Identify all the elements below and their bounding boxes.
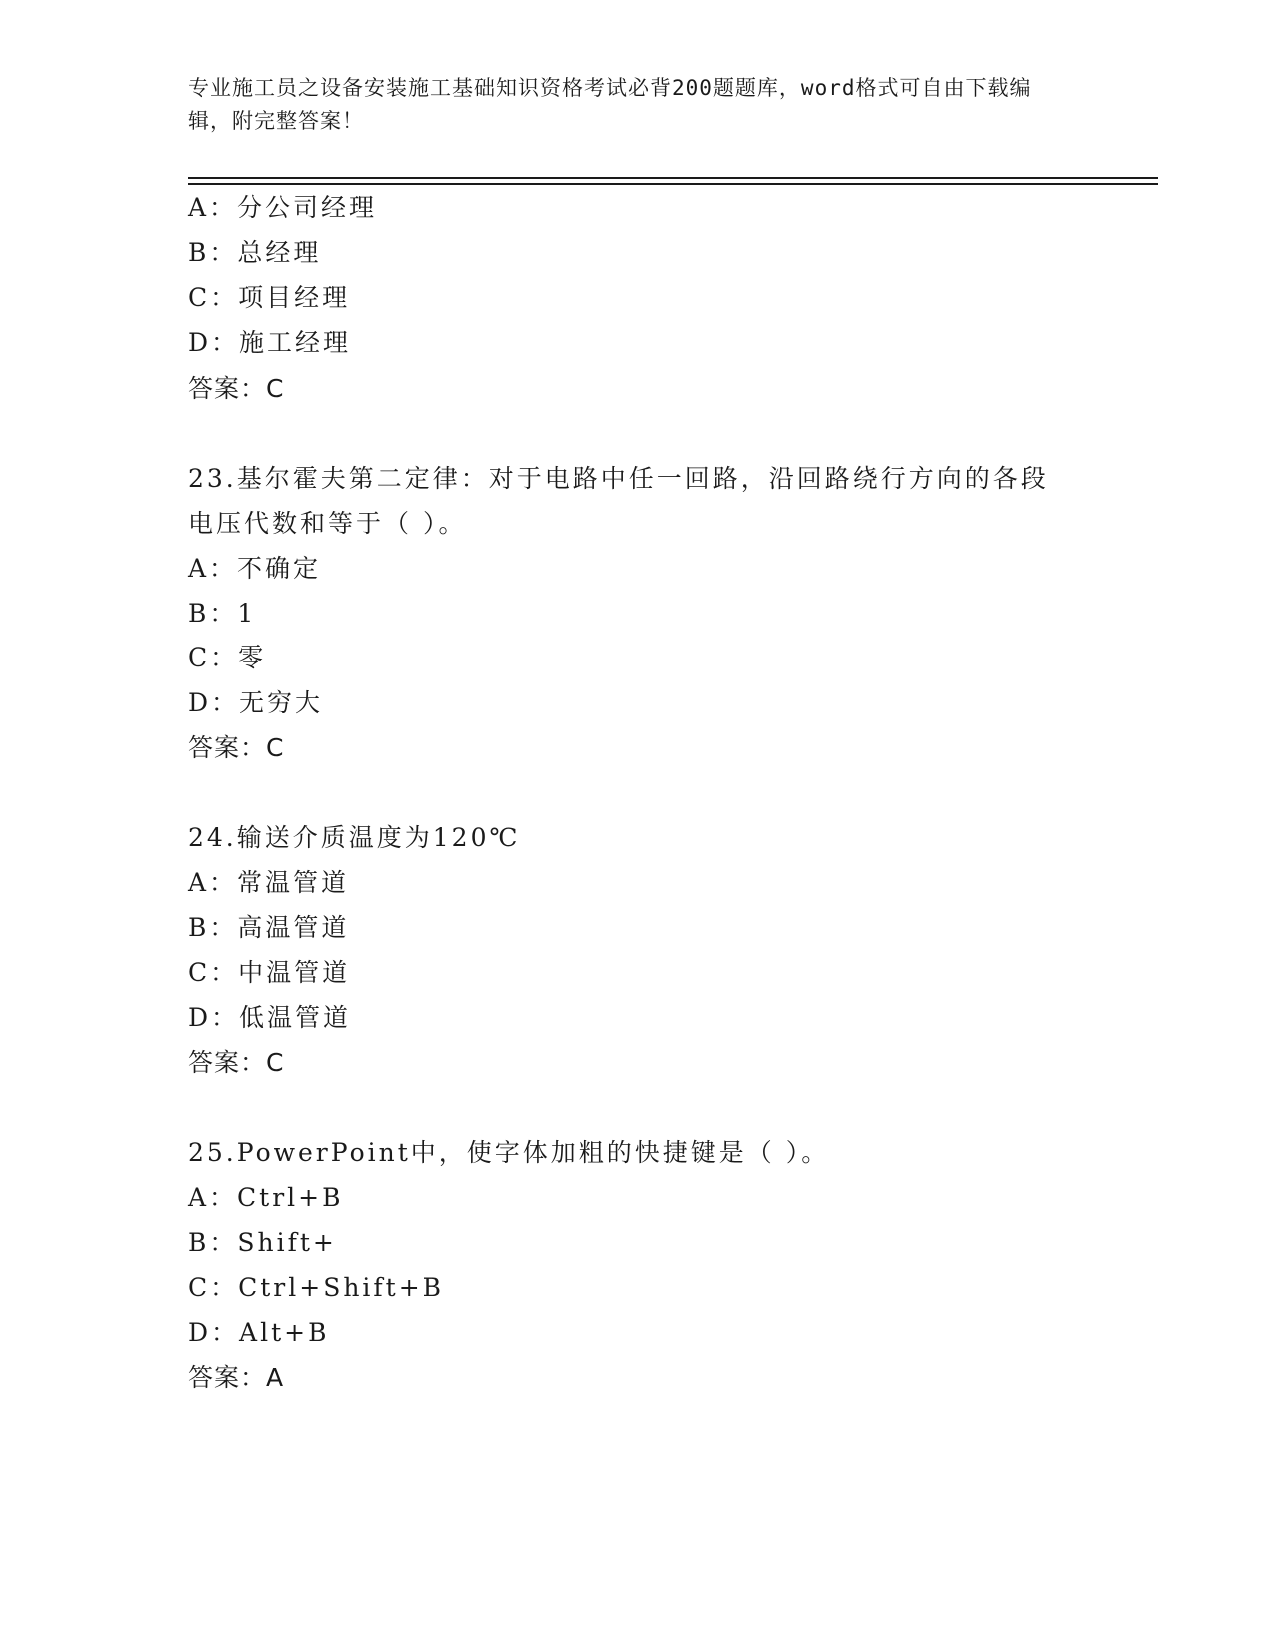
q25-option-d: D：Alt+B (188, 1318, 330, 1347)
q22-option-a: A：分公司经理 (188, 193, 378, 222)
q23-stem-line1: 23.基尔霍夫第二定律：对于电路中任一回路，沿回路绕行方向的各段 (188, 464, 1049, 493)
q23-option-c: C：零 (188, 643, 267, 672)
q22-answer: 答案：C (188, 374, 285, 403)
q23-option-d: D：无穷大 (188, 688, 324, 717)
q25-stem: 25.PowerPoint中，使字体加粗的快捷键是（ ）。 (188, 1138, 830, 1167)
q24-option-d: D：低温管道 (188, 1003, 352, 1032)
q24-stem: 24.输送介质温度为120℃ (188, 823, 521, 852)
header-rule-bottom (188, 183, 1158, 185)
q22-option-c: C：项目经理 (188, 283, 351, 312)
q24-answer: 答案：C (188, 1048, 285, 1077)
q25-answer: 答案：A (188, 1363, 285, 1392)
q25-option-c: C：Ctrl+Shift+B (188, 1273, 445, 1302)
q22-option-d: D：施工经理 (188, 328, 352, 357)
q23-option-a: A：不确定 (188, 554, 322, 583)
q23-option-b: B：1 (188, 599, 257, 628)
q23-answer: 答案：C (188, 733, 285, 762)
q24-option-c: C：中温管道 (188, 958, 351, 987)
document-header: 专业施工员之设备安装施工基础知识资格考试必背200题题库，word格式可自由下载编辑，附完整答案！ (188, 76, 1032, 133)
q25-option-a: A：Ctrl+B (188, 1183, 344, 1212)
q24-option-b: B：高温管道 (188, 913, 350, 942)
q25-option-b: B：Shift+ (188, 1228, 337, 1257)
q24-option-a: A：常温管道 (188, 868, 350, 897)
q22-option-b: B：总经理 (188, 238, 322, 267)
q23-stem-line2: 电压代数和等于（ ）。 (188, 509, 467, 538)
header-rule-top (188, 177, 1158, 179)
